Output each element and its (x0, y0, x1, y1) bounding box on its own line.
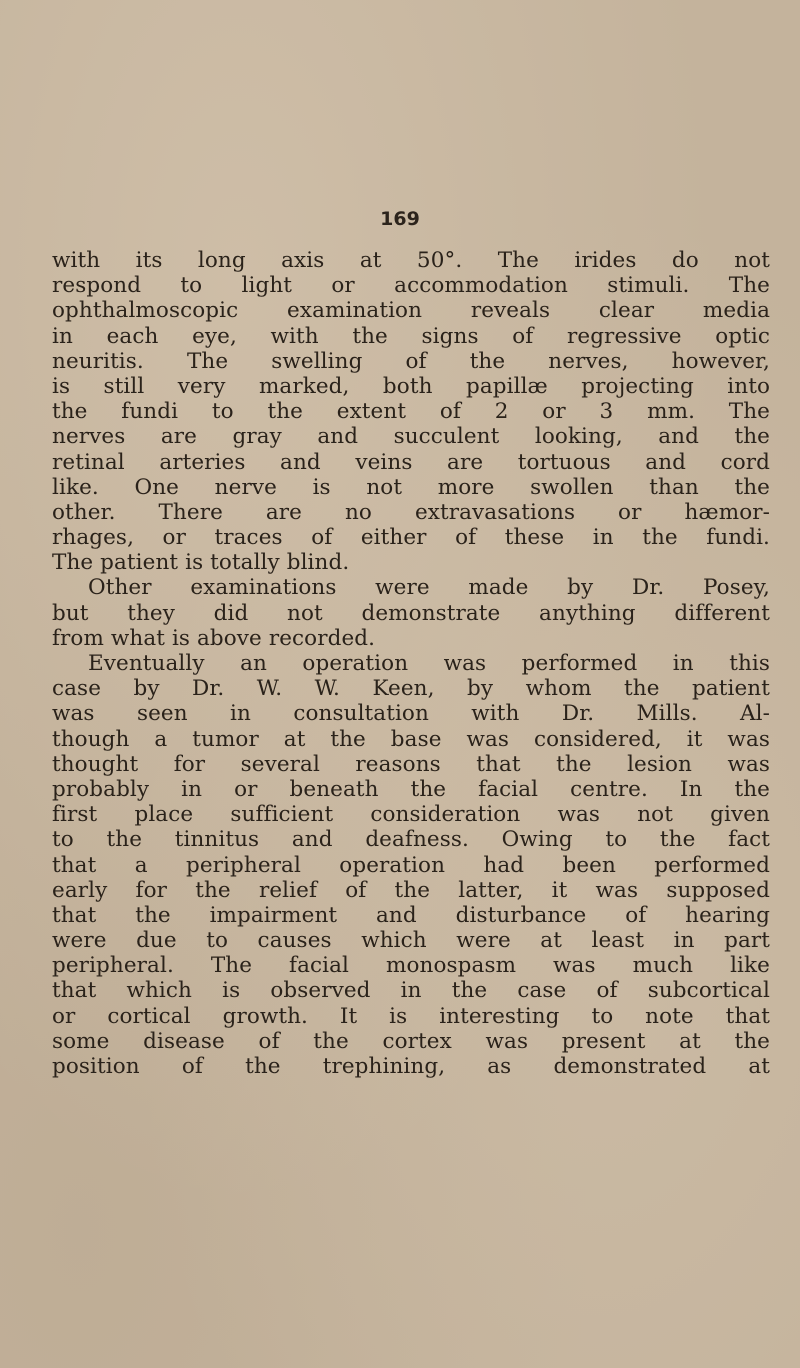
paragraph-start-line: Eventually an operation was performed in this (88, 651, 770, 676)
text-line: was seen in consultation with Dr. Mills. Al- (52, 701, 770, 727)
text-line: in each eye, with the signs of regressive optic (52, 323, 770, 349)
text-line: but they did not demonstrate anything different (52, 600, 770, 626)
text-line: that the impairment and disturbance of hearing (52, 902, 770, 928)
text-line: neuritis. The swelling of the nerves, however, (52, 348, 770, 374)
text-line: that which is observed in the case of subcortical (52, 978, 770, 1004)
page-number: 169 (380, 208, 420, 230)
text-line: from what is above recorded. (52, 625, 376, 651)
text-line: other. There are no extravasations or hæmor- (52, 499, 770, 525)
text-line: to the tinnitus and deafness. Owing to the fact (52, 827, 770, 853)
text-line: early for the relief of the latter, it was supposed (52, 877, 770, 903)
text-line: some disease of the cortex was present at the (52, 1028, 770, 1054)
text-line: position of the trephining, as demonstrated at (52, 1054, 770, 1079)
text-line: thought for several reasons that the lesion was (52, 751, 770, 777)
text-line: is still very marked, both papillæ projecting into (52, 373, 770, 399)
text-line: though a tumor at the base was considered, it was (52, 726, 770, 752)
text-line: first place sufficient consideration was not given (52, 802, 770, 828)
text-line: that a peripheral operation had been performed (52, 852, 770, 878)
text-line: retinal arteries and veins are tortuous and cord (52, 449, 770, 475)
text-line: rhages, or traces of either of these in the fundi. (52, 525, 770, 551)
text-line: nerves are gray and succulent looking, and the (52, 424, 770, 450)
text-line: the fundi to the extent of 2 or 3 mm. The (52, 399, 770, 425)
text-line: or cortical growth. It is interesting to note that (52, 1003, 770, 1029)
text-line: peripheral. The facial monospasm was much like (52, 953, 770, 979)
text-line: respond to light or accommodation stimuli. The (52, 273, 770, 299)
text-line: probably in or beneath the facial centre. In the (52, 776, 770, 802)
text-line: The patient is totally blind. (52, 550, 350, 576)
text-line: case by Dr. W. W. Keen, by whom the patient (52, 676, 770, 702)
text-line: ophthalmoscopic examination reveals clear media (52, 298, 770, 324)
text-line: with its long axis at 50°. The irides do not (52, 248, 770, 273)
body-text (52, 248, 770, 1079)
text-line: were due to causes which were at least in part (52, 928, 770, 954)
text-line: like. One nerve is not more swollen than the (52, 474, 770, 500)
paragraph-start-line: Other examinations were made by Dr. Posey, (88, 575, 770, 601)
